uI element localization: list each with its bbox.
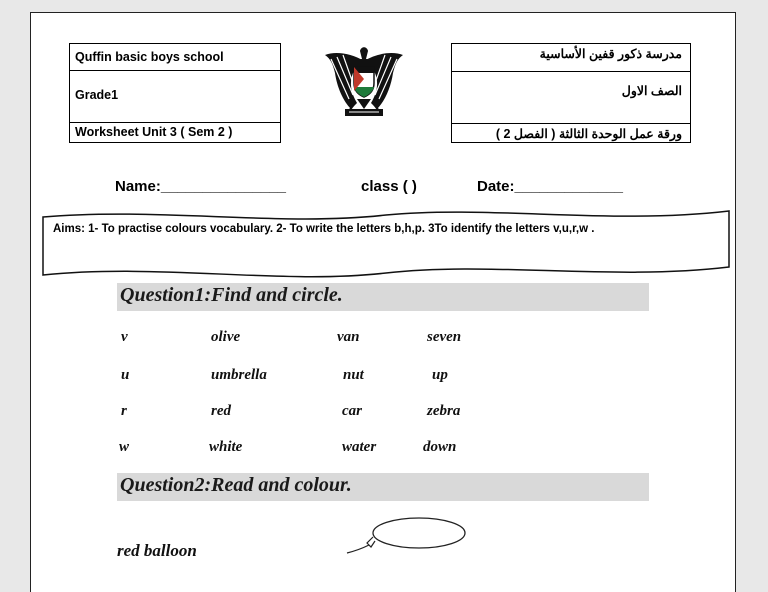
worksheet-title-ar: ورقة عمل الوحدة الثالثة ( الفصل 2 ) bbox=[495, 127, 682, 141]
q1-word[interactable]: down bbox=[423, 439, 457, 455]
aims-text: Aims: 1- To practise colours vocabulary. 2- To write the letters b,h,p. 3To identify the letters v,u,r,w . bbox=[53, 223, 595, 235]
aims-box bbox=[41, 205, 731, 285]
school-name-en: Quffin basic boys school bbox=[70, 44, 280, 71]
class-field-label: class ( ) bbox=[361, 178, 417, 195]
q1-word[interactable]: water bbox=[342, 439, 377, 455]
header-left-box bbox=[69, 43, 281, 143]
question2-bar bbox=[117, 473, 649, 501]
worksheet-title-en: Worksheet Unit 3 ( Sem 2 ) bbox=[75, 125, 233, 139]
date-field-label: Date:_____________ bbox=[477, 178, 623, 195]
name-field-label: Name:_______________ bbox=[115, 178, 286, 195]
q2-item-label: red balloon bbox=[117, 541, 197, 560]
header-right-box bbox=[451, 43, 691, 143]
q1-word[interactable]: zebra bbox=[427, 403, 461, 419]
worksheet-page bbox=[30, 12, 736, 592]
q1-letter: v bbox=[121, 329, 128, 345]
question1-title: Question1:Find and circle. bbox=[120, 284, 343, 306]
q1-letter: u bbox=[121, 367, 130, 383]
q1-word[interactable]: up bbox=[432, 367, 448, 383]
q1-word[interactable]: seven bbox=[427, 329, 462, 345]
q1-word[interactable]: olive bbox=[211, 329, 241, 345]
q1-word[interactable]: nut bbox=[343, 367, 364, 383]
q1-word[interactable]: white bbox=[209, 439, 243, 455]
q1-word[interactable]: van bbox=[337, 329, 360, 345]
question1-bar bbox=[117, 283, 649, 311]
grade-ar: الصف الاول bbox=[452, 72, 690, 124]
balloon-icon[interactable] bbox=[331, 513, 471, 561]
q1-letter: w bbox=[119, 439, 130, 455]
q1-word[interactable]: umbrella bbox=[211, 367, 267, 383]
palestine-emblem-icon bbox=[321, 43, 407, 125]
question2-title: Question2:Read and colour. bbox=[120, 474, 352, 496]
school-name-ar: مدرسة ذكور قفين الأساسية bbox=[452, 44, 690, 72]
q1-letter: r bbox=[121, 403, 127, 419]
grade-en: Grade1 bbox=[70, 71, 280, 123]
q1-word[interactable]: red bbox=[211, 403, 231, 419]
q1-word[interactable]: car bbox=[342, 403, 362, 419]
